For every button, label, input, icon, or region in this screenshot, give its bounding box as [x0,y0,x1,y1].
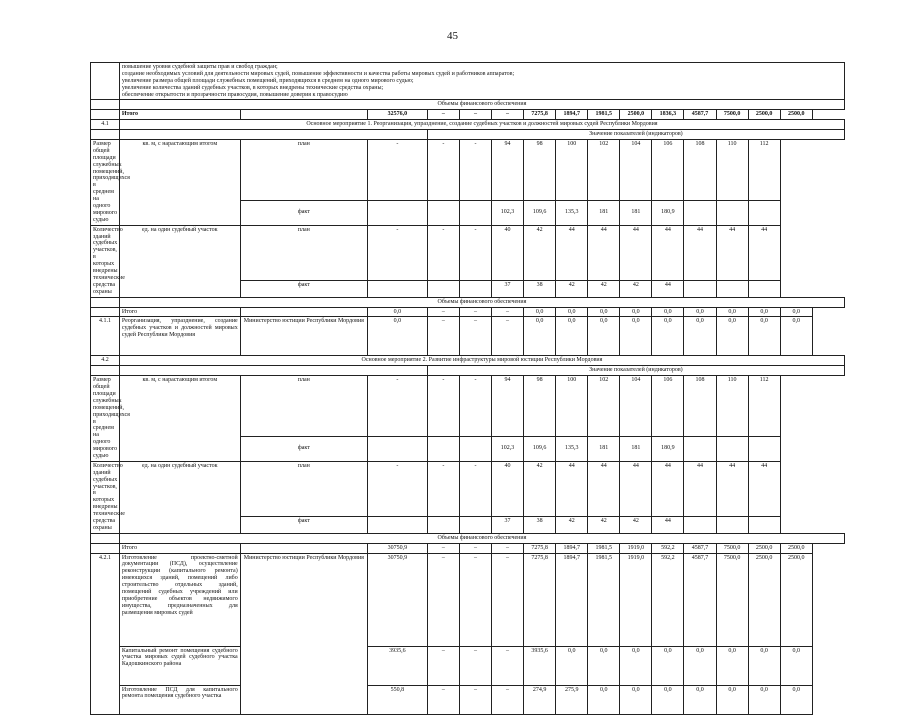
value-cell [748,200,780,225]
value-cell: - [459,376,491,437]
executor: Министерство юстиции Республики Мордовия [240,553,367,714]
value-cell: – [427,685,459,714]
value-cell: 0,0 [780,307,812,317]
measure-number: 4.2 [91,356,120,366]
value-cell [459,436,491,461]
total-label: Итого [119,110,240,120]
value-cell: – [459,317,491,356]
value-cell: 0,0 [556,317,588,356]
executor: Министерство юстиции Республики Мордовия [240,317,367,356]
value-cell: 1919,0 [620,553,652,646]
value-cell: 181 [588,200,620,225]
indicator-unit: ед. на один судебный участок [119,461,240,533]
value-cell: 102,3 [492,200,524,225]
value-cell: – [492,307,524,317]
measure-title: Основное мероприятие 1. Реорганизация, упразднение, создание судебных участков и должностей мировых судей Республики Мордовия [119,120,844,130]
value-cell: 0,0 [684,307,716,317]
value-cell: 7275,8 [524,543,556,553]
value-cell: 550,8 [367,685,427,714]
value-cell: 592,2 [652,553,684,646]
value-cell: 3935,6 [367,646,427,685]
value-cell: 30750,9 [367,553,427,646]
value-cell: 108 [684,376,716,437]
value-cell [367,200,427,225]
value-cell [716,200,748,225]
value-cell: - [459,461,491,516]
value-cell: 42 [620,516,652,533]
value-cell: 0,0 [716,685,748,714]
value-cell: 0,0 [748,646,780,685]
value-cell: 2500,0 [748,553,780,646]
value-cell: 0,0 [780,646,812,685]
value-cell: 0,0 [652,646,684,685]
value-cell: 4587,7 [684,543,716,553]
value-cell: – [492,317,524,356]
sub-number: 4.2.1 [91,553,120,714]
measure-number: 4.1 [91,120,120,130]
value-cell: 98 [524,376,556,437]
indicator-name: Размер общей площади служебных помещений, приходящихся в среднем на одного мирового судью [91,140,120,226]
value-cell [427,516,459,533]
value-cell [684,200,716,225]
value-cell: 181 [620,436,652,461]
value-cell: – [427,543,459,553]
sub-name: Реорганизация, упразднение, создание судебных участков и должностей мировых судей Республики Мордовия [119,317,240,356]
value-cell [716,280,748,297]
value-cell [459,516,491,533]
fact-label: факт [240,280,367,297]
value-cell: - [459,225,491,280]
value-cell: 0,0 [524,317,556,356]
value-cell [367,516,427,533]
value-cell: 44 [748,461,780,516]
value-cell: 38 [524,516,556,533]
value-cell: - [367,376,427,437]
total-label: Итого [119,307,240,317]
value-cell: 4587,7 [684,110,716,120]
blank-cell [91,543,120,553]
funding-heading: Объемы финансового обеспечения [119,100,844,110]
value-cell: 44 [652,516,684,533]
value-cell: 2500,0 [748,543,780,553]
value-cell [684,516,716,533]
value-cell: 109,6 [524,200,556,225]
value-cell: 100 [556,140,588,201]
value-cell: 38 [524,280,556,297]
value-cell [748,516,780,533]
value-cell: 1919,0 [620,543,652,553]
value-cell: 44 [556,461,588,516]
blank-cell [91,297,120,307]
value-cell: 44 [716,225,748,280]
goal-line: обеспечение открытости и прозрачности правосудия, повышение доверия к правосудию [121,91,348,98]
value-cell: 44 [748,225,780,280]
value-cell: 1981,5 [588,553,620,646]
value-cell: 1981,5 [588,543,620,553]
value-cell: 0,0 [684,317,716,356]
value-cell: - [367,225,427,280]
value-cell: 275,9 [556,685,588,714]
value-cell: 94 [492,376,524,437]
value-cell: 44 [684,461,716,516]
blank-cell [91,63,120,100]
value-cell: – [459,553,491,646]
value-cell: 1894,7 [556,110,588,120]
value-cell: – [427,646,459,685]
value-cell: 1836,3 [652,110,684,120]
value-cell [367,280,427,297]
value-cell [459,200,491,225]
blank-cell [119,130,427,140]
value-cell: - [427,376,459,437]
value-cell: 42 [620,280,652,297]
value-cell: 44 [716,461,748,516]
value-cell: – [492,543,524,553]
value-cell: 100 [556,376,588,437]
value-cell: – [492,685,524,714]
value-cell: – [459,110,491,120]
value-cell: 0,0 [620,307,652,317]
program-table [90,62,845,715]
blank-cell [91,533,120,543]
indicator-unit: кв. м, с нарастающим итогом [119,376,240,462]
value-cell: 0,0 [620,685,652,714]
value-cell: 7500,0 [716,543,748,553]
value-cell: 0,0 [556,646,588,685]
value-cell: 98 [524,140,556,201]
value-cell: 40 [492,225,524,280]
value-cell: 106 [652,376,684,437]
blank-cell [240,543,367,553]
value-cell: – [427,110,459,120]
value-cell: – [459,307,491,317]
value-cell: 0,0 [716,317,748,356]
value-cell: 106 [652,140,684,201]
blank-cell [91,130,120,140]
goal-line: создание необходимых условий для деятельности мировых судей, повышение эффективности и качества работы мировых судей и работников аппаратов; [121,70,515,77]
value-cell [748,436,780,461]
value-cell [716,436,748,461]
value-cell: – [459,646,491,685]
value-cell: 44 [588,225,620,280]
value-cell: 2500,0 [748,110,780,120]
value-cell: 0,0 [748,307,780,317]
blank-cell [240,307,367,317]
value-cell: 102,3 [492,436,524,461]
value-cell: 0,0 [588,685,620,714]
value-cell: – [427,307,459,317]
value-cell: 0,0 [556,307,588,317]
goal-line: повышение уровня судебной защиты прав и свобод граждан; [121,64,278,70]
value-cell: 2500,0 [620,110,652,120]
goal-line: увеличение количества зданий судебных участков, в которых внедрены технические средства охраны; [121,84,384,91]
value-cell: 0,0 [652,317,684,356]
value-cell: 32576,0 [367,110,427,120]
value-cell: 181 [588,436,620,461]
value-cell: 42 [524,225,556,280]
value-cell: 42 [556,516,588,533]
value-cell: 2500,0 [780,110,812,120]
value-cell: 7500,0 [716,110,748,120]
sub-name: Изготовление проектно-сметной документации (ПСД), осуществление реконструкции (капитального ремонта) имеющихся зданий, помещений либо строительство отдельных зданий, помещений судебных учреждений или приобретение объектов недвижимого имущества, предназначенных для размещения мировых судей [119,553,240,646]
value-cell: 7500,0 [716,553,748,646]
value-cell: - [367,461,427,516]
value-cell: 0,0 [620,646,652,685]
value-cell: - [367,140,427,201]
value-cell: 1981,5 [588,110,620,120]
goals-text [119,63,844,100]
plan-label: план [240,225,367,280]
blank-cell [240,110,367,120]
indicator-unit: кв. м, с нарастающим итогом [119,140,240,226]
value-cell: 180,9 [652,436,684,461]
indicator-name: Количество зданий судебных участков, в которых внедрены технические средства охраны [91,225,120,297]
value-cell: 0,0 [748,685,780,714]
value-cell: – [492,110,524,120]
value-cell: 0,0 [716,646,748,685]
value-cell: 0,0 [367,317,427,356]
value-cell: 42 [588,516,620,533]
value-cell: 0,0 [780,685,812,714]
value-cell: 0,0 [652,685,684,714]
indicators-heading: Значение показателей (индикаторов) [427,130,844,140]
sub-name: Капитальный ремонт помещения судебного участка мировых судей судебного участка Кадошкинского района [119,646,240,685]
value-cell [684,436,716,461]
value-cell: 2500,0 [780,543,812,553]
value-cell: 0,0 [684,685,716,714]
blank-cell [119,366,427,376]
goal-line: увеличение размера общей площади служебных помещений, приходящихся в среднем на одного мирового судью; [121,77,414,84]
value-cell [748,280,780,297]
value-cell: 42 [556,280,588,297]
value-cell: 0,0 [524,307,556,317]
value-cell [684,280,716,297]
value-cell: 37 [492,280,524,297]
value-cell: 0,0 [588,646,620,685]
blank-cell [91,366,120,376]
plan-label: план [240,140,367,201]
value-cell: 0,0 [588,317,620,356]
value-cell: 0,0 [588,307,620,317]
indicator-name: Количество зданий судебных участков, в которых внедрены технические средства охраны [91,461,120,533]
fact-label: факт [240,200,367,225]
value-cell [427,200,459,225]
blank-cell [91,307,120,317]
value-cell: 102 [588,376,620,437]
page-number: 45 [447,30,458,42]
value-cell: 44 [652,461,684,516]
value-cell: 7275,8 [524,110,556,120]
value-cell: 110 [716,376,748,437]
value-cell: 44 [588,461,620,516]
value-cell: 1894,7 [556,543,588,553]
value-cell: 44 [652,280,684,297]
value-cell: 44 [556,225,588,280]
value-cell: 108 [684,140,716,201]
funding-heading: Объемы финансового обеспечения [119,533,844,543]
value-cell: 4587,7 [684,553,716,646]
value-cell: - [427,461,459,516]
value-cell: 44 [652,225,684,280]
value-cell: 109,6 [524,436,556,461]
fact-label: факт [240,436,367,461]
value-cell: 135,3 [556,200,588,225]
value-cell: 0,0 [684,646,716,685]
value-cell: - [427,140,459,201]
value-cell: 102 [588,140,620,201]
fact-label: факт [240,516,367,533]
value-cell: 104 [620,376,652,437]
value-cell: 2500,0 [780,553,812,646]
sub-name: Изготовление ПСД для капитального ремонта помещения судебного участка [119,685,240,714]
value-cell: 0,0 [652,307,684,317]
value-cell: 3935,6 [524,646,556,685]
value-cell: 104 [620,140,652,201]
plan-label: план [240,461,367,516]
indicator-name: Размер общей площади служебных помещений, приходящихся в среднем на одного мирового судью [91,376,120,462]
value-cell [367,436,427,461]
value-cell: – [492,553,524,646]
total-label: Итого [119,543,240,553]
value-cell: – [427,317,459,356]
value-cell: 44 [620,225,652,280]
measure-title: Основное мероприятие 2. Развитие инфраструктуры мировой юстиции Республики Мордовия [119,356,844,366]
value-cell: – [459,543,491,553]
value-cell: 7275,8 [524,553,556,646]
blank-cell [91,110,120,120]
value-cell: 0,0 [620,317,652,356]
value-cell: 180,9 [652,200,684,225]
indicators-heading: Значение показателей (индикаторов) [427,366,844,376]
value-cell [716,516,748,533]
value-cell: 0,0 [716,307,748,317]
blank-cell [91,100,120,110]
value-cell [427,280,459,297]
value-cell: 44 [620,461,652,516]
value-cell: 274,9 [524,685,556,714]
value-cell: – [492,646,524,685]
value-cell: 135,3 [556,436,588,461]
value-cell: 110 [716,140,748,201]
value-cell: 112 [748,140,780,201]
value-cell: – [427,553,459,646]
value-cell: 42 [524,461,556,516]
value-cell: 37 [492,516,524,533]
value-cell: - [427,225,459,280]
value-cell: 181 [620,200,652,225]
value-cell: 30750,9 [367,543,427,553]
value-cell: – [459,685,491,714]
value-cell: 1894,7 [556,553,588,646]
value-cell: 94 [492,140,524,201]
value-cell: 0,0 [367,307,427,317]
value-cell: 592,2 [652,543,684,553]
value-cell: 0,0 [780,317,812,356]
value-cell: 42 [588,280,620,297]
value-cell: 0,0 [748,317,780,356]
value-cell: - [459,140,491,201]
value-cell: 40 [492,461,524,516]
value-cell: 44 [684,225,716,280]
value-cell: 112 [748,376,780,437]
funding-heading: Объемы финансового обеспечения [119,297,844,307]
value-cell [427,436,459,461]
value-cell [459,280,491,297]
indicator-unit: ед. на один судебный участок [119,225,240,297]
sub-number: 4.1.1 [91,317,120,356]
plan-label: план [240,376,367,437]
